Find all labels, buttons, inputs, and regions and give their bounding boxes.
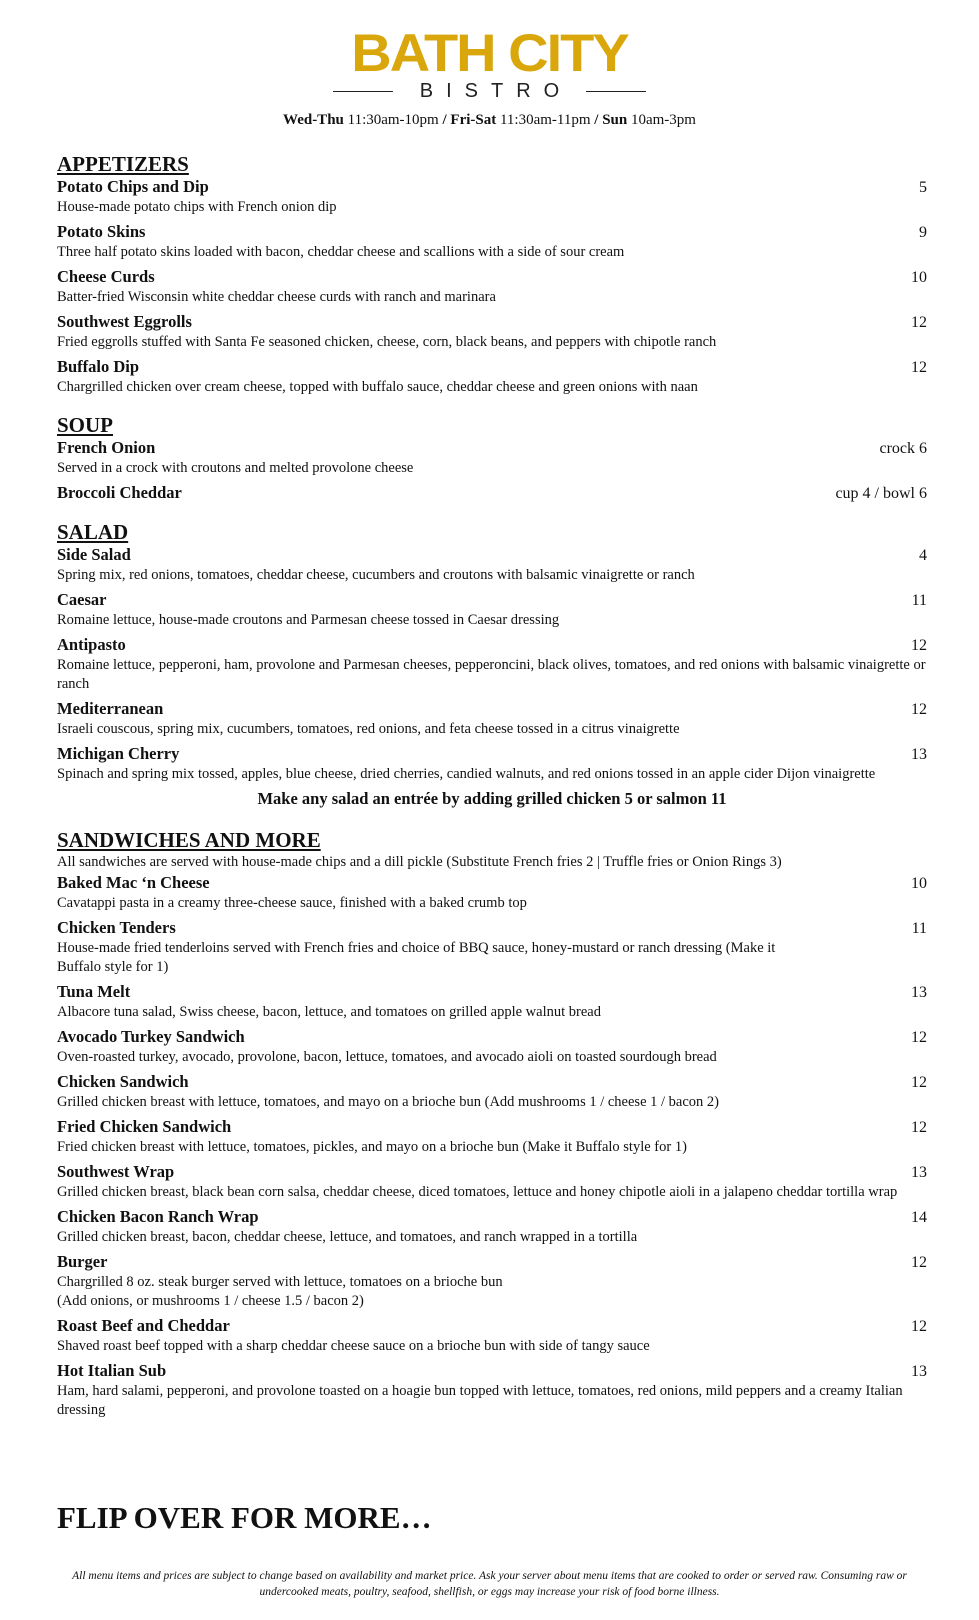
menu-body: [57, 152, 927, 1436]
menu-item-row: [57, 356, 927, 378]
menu-item: [57, 311, 927, 352]
menu-item: [57, 589, 927, 630]
menu-section-salad: [57, 520, 927, 810]
section-title: SOUP: [57, 413, 114, 437]
divider: [333, 91, 393, 93]
menu-item-description: Chargrilled chicken over cream cheese, topped with buffalo sauce, cheddar cheese and green onions with naan: [57, 379, 698, 395]
menu-item-price: 9: [919, 224, 927, 241]
menu-item-name: French Onion: [57, 438, 156, 457]
menu-item: [57, 698, 927, 739]
menu-item-name: Buffalo Dip: [57, 357, 140, 376]
menu-item: [57, 1251, 927, 1311]
menu-item: [57, 356, 927, 397]
menu-item-description: House-made potato chips with French onion dip: [57, 199, 337, 215]
menu-item-name: Cheese Curds: [57, 267, 155, 286]
hours: [0, 112, 979, 129]
menu-item: [57, 1360, 927, 1420]
menu-item-row: [57, 482, 927, 504]
menu-item-name: Mediterranean: [57, 699, 164, 718]
menu-item-description: Grilled chicken breast with lettuce, tomatoes, and mayo on a brioche bun (Add mushrooms 1 / cheese 1 / bacon 2): [57, 1094, 719, 1110]
menu-item-price: 12: [911, 314, 927, 331]
menu-item-name: Avocado Turkey Sandwich: [57, 1027, 245, 1046]
menu-item: [57, 1071, 927, 1112]
hours-time: 11:30am-11pm: [496, 112, 595, 128]
menu-item-price: 12: [911, 1074, 927, 1091]
menu-item-row: [57, 311, 927, 333]
menu-item-price: crock 6: [879, 440, 927, 457]
section-title: APPETIZERS: [57, 152, 189, 176]
menu-item-description: Romaine lettuce, pepperoni, ham, provolone and Parmesan cheeses, pepperoncini, black olives, tomatoes, and red onions with balsamic vinaigrette or ranch: [57, 657, 926, 692]
hours-time: 10am-3pm: [627, 112, 696, 128]
section-title: SANDWICHES AND MORE: [57, 828, 321, 852]
menu-item-name: Chicken Sandwich: [57, 1072, 189, 1091]
menu-section-soup: [57, 413, 927, 504]
menu-item: [57, 1026, 927, 1067]
menu-item-row: [57, 917, 927, 939]
menu-item-price: 11: [911, 920, 927, 937]
hours-days: Fri-Sat: [450, 112, 497, 128]
menu-item-price: 12: [911, 1119, 927, 1136]
menu-item-description: Shaved roast beef topped with a sharp cheddar cheese sauce on a brioche bun with side of tangy sauce: [57, 1338, 650, 1354]
menu-item-price: 5: [919, 179, 927, 196]
menu-item: [57, 482, 927, 504]
logo-main: BATH CITY: [351, 22, 628, 83]
menu-item-name: Fried Chicken Sandwich: [57, 1117, 232, 1136]
flip-over-note: FLIP OVER FOR MORE…: [57, 1500, 432, 1535]
menu-item-description: Oven-roasted turkey, avocado, provolone, bacon, lettuce, tomatoes, and avocado aioli on toasted sourdough bread: [57, 1049, 717, 1065]
menu-item-price: 11: [911, 592, 927, 609]
menu-item-name: Southwest Wrap: [57, 1162, 175, 1181]
menu-item-description: Chargrilled 8 oz. steak burger served with lettuce, tomatoes on a brioche bun (Add onions, or mushrooms 1 / cheese 1.5 / bacon 2): [57, 1274, 503, 1309]
menu-item: [57, 981, 927, 1022]
menu-item-row: [57, 1206, 927, 1228]
menu-item-row: [57, 176, 927, 198]
menu-item-description: Spring mix, red onions, tomatoes, cheddar cheese, cucumbers and croutons with balsamic vinaigrette or ranch: [57, 567, 695, 583]
menu-item-description: Romaine lettuce, house-made croutons and Parmesan cheese tossed in Caesar dressing: [57, 612, 560, 628]
hours-time: 11:30am-10pm: [343, 112, 443, 128]
menu-item-price: 10: [911, 875, 927, 892]
menu-item-row: [57, 634, 927, 656]
menu-item-description: Grilled chicken breast, black bean corn salsa, cheddar cheese, diced tomatoes, lettuce and honey chipotle aioli in a jalapeno cheddar tortilla wrap: [57, 1184, 898, 1200]
menu-item-name: Caesar: [57, 590, 107, 609]
hours-sep: /: [594, 112, 603, 128]
menu-item-description: Batter-fried Wisconsin white cheddar cheese curds with ranch and marinara: [57, 289, 496, 305]
menu-item-name: Roast Beef and Cheddar: [57, 1316, 230, 1335]
menu-item-name: Side Salad: [57, 545, 131, 564]
menu-item-description: Grilled chicken breast, bacon, cheddar cheese, lettuce, and tomatoes, and ranch wrapped in a tortilla: [57, 1229, 638, 1245]
menu-item-row: [57, 589, 927, 611]
menu-item-description: Served in a crock with croutons and melted provolone cheese: [57, 460, 414, 476]
menu-item-price: 13: [911, 984, 927, 1001]
menu-item-row: [57, 544, 927, 566]
menu-item-name: Tuna Melt: [57, 982, 131, 1001]
menu-item-price: cup 4 / bowl 6: [835, 485, 927, 502]
menu-item-row: [57, 266, 927, 288]
menu-item-price: 14: [911, 1209, 927, 1226]
menu-item: [57, 437, 927, 478]
menu-item-description: Ham, hard salami, pepperoni, and provolone toasted on a hoagie bun topped with lettuce, tomatoes, red onions, mild peppers and a creamy Italian dressing: [57, 1383, 903, 1418]
menu-item: [57, 1116, 927, 1157]
menu-item-row: [57, 1360, 927, 1382]
disclaimer: All menu items and prices are subject to change based on availability and market price. Ask your server about menu items that are cooked to order or served raw. Consuming raw or undercooked meats, poultry, seafood, shellfish, or eggs may increase your risk of food borne illness.: [72, 1570, 907, 1598]
salad-entree-callout: Make any salad an entrée by adding grilled chicken 5 or salmon 11: [257, 789, 727, 808]
hours-days: Sun: [602, 112, 628, 128]
menu-item-price: 12: [911, 1029, 927, 1046]
logo-subtitle: BISTRO: [419, 80, 573, 102]
menu-item: [57, 872, 927, 913]
menu-item-price: 12: [911, 1318, 927, 1335]
menu-section-appetizers: [57, 152, 927, 397]
menu-item: [57, 1315, 927, 1356]
menu-item-description: Spinach and spring mix tossed, apples, blue cheese, dried cherries, candied walnuts, and red onions tossed in an apple cider Dijon vinaigrette: [57, 766, 876, 782]
menu-item-description: House-made fried tenderloins served with French fries and choice of BBQ sauce, honey-mustard or ranch dressing (Make it Buffalo style for 1): [57, 940, 776, 975]
menu-item-description: Cavatappi pasta in a creamy three-cheese sauce, finished with a baked crumb top: [57, 895, 527, 911]
hours-sep: /: [442, 112, 451, 128]
menu-item-row: [57, 437, 927, 459]
menu-item: [57, 266, 927, 307]
logo: [0, 22, 979, 103]
menu-item-row: [57, 698, 927, 720]
menu-item-name: Chicken Bacon Ranch Wrap: [57, 1207, 259, 1226]
hours-days: Wed-Thu: [283, 112, 344, 128]
logo-sub: [0, 80, 979, 103]
menu-item-row: [57, 981, 927, 1003]
menu-item-price: 4: [919, 547, 927, 564]
menu-item: [57, 1161, 927, 1202]
menu-item: [57, 1206, 927, 1247]
menu-item: [57, 743, 927, 784]
menu-item-price: 13: [911, 1164, 927, 1181]
menu-item-name: Baked Mac ‘n Cheese: [57, 873, 210, 892]
menu-item-name: Burger: [57, 1252, 108, 1271]
menu-item: [57, 221, 927, 262]
menu-item: [57, 176, 927, 217]
menu-item-row: [57, 743, 927, 765]
menu-item-name: Antipasto: [57, 635, 126, 654]
divider: [586, 91, 646, 93]
menu-item-row: [57, 221, 927, 243]
menu-item-description: Israeli couscous, spring mix, cucumbers, tomatoes, red onions, and feta cheese tossed in a citrus vinaigrette: [57, 721, 680, 737]
menu-item-row: [57, 1116, 927, 1138]
menu-item-description: Fried eggrolls stuffed with Santa Fe seasoned chicken, cheese, corn, black beans, and peppers with chipotle ranch: [57, 334, 717, 350]
menu-item-price: 12: [911, 701, 927, 718]
menu-section-sandwiches-and-more: [57, 828, 927, 1420]
menu-item-name: Michigan Cherry: [57, 744, 180, 763]
menu-item-row: [57, 1071, 927, 1093]
menu-item-name: Potato Chips and Dip: [57, 177, 209, 196]
menu-item-price: 13: [911, 1363, 927, 1380]
section-title: SALAD: [57, 520, 129, 544]
menu-item: [57, 917, 927, 977]
menu-item-price: 12: [911, 359, 927, 376]
menu-item: [57, 634, 927, 694]
menu-item-name: Potato Skins: [57, 222, 146, 241]
menu-item-name: Broccoli Cheddar: [57, 483, 182, 502]
menu-item-description: Albacore tuna salad, Swiss cheese, bacon, lettuce, and tomatoes on grilled apple walnut bread: [57, 1004, 601, 1020]
section-note: All sandwiches are served with house-made chips and a dill pickle (Substitute French fries 2 | Truffle fries or Onion Rings 3): [57, 854, 782, 870]
menu-item-price: 12: [911, 637, 927, 654]
menu-item-price: 10: [911, 269, 927, 286]
menu-item-row: [57, 1251, 927, 1273]
menu-item-row: [57, 872, 927, 894]
menu-item-price: 13: [911, 746, 927, 763]
menu-item-row: [57, 1315, 927, 1337]
menu-item-name: Southwest Eggrolls: [57, 312, 192, 331]
menu-item-row: [57, 1026, 927, 1048]
menu-item-description: Fried chicken breast with lettuce, tomatoes, pickles, and mayo on a brioche bun (Make it Buffalo style for 1): [57, 1139, 687, 1155]
menu-item-name: Hot Italian Sub: [57, 1361, 167, 1380]
menu-item-row: [57, 1161, 927, 1183]
menu-item-description: Three half potato skins loaded with bacon, cheddar cheese and scallions with a side of sour cream: [57, 244, 625, 260]
menu-item-name: Chicken Tenders: [57, 918, 176, 937]
menu-item: [57, 544, 927, 585]
menu-item-price: 12: [911, 1254, 927, 1271]
